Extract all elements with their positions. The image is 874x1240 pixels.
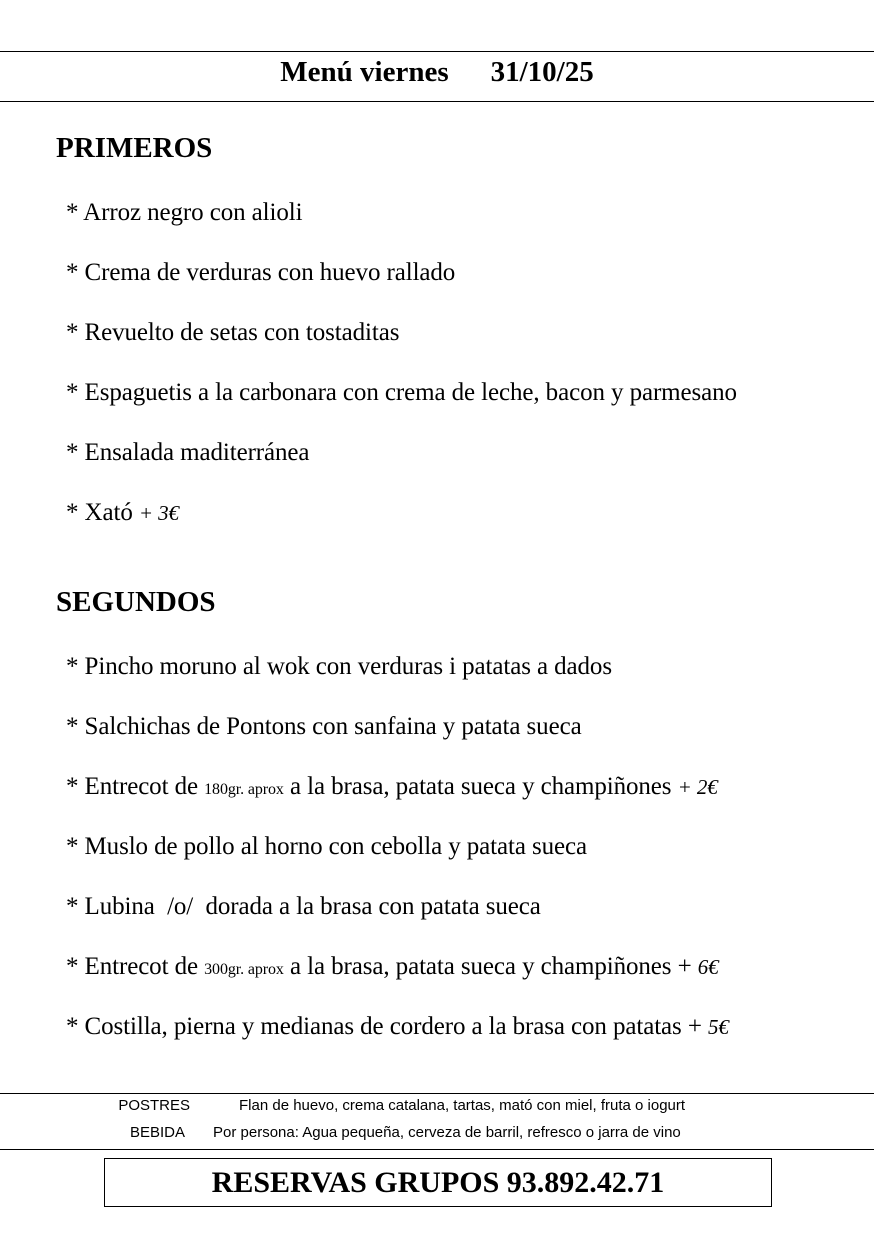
item-weight: 180gr. aprox xyxy=(204,781,284,798)
segundos-heading: SEGUNDOS xyxy=(56,586,216,618)
menu-item: * Muslo de pollo al horno con cebolla y patata sueca xyxy=(66,833,588,860)
item-price: 6€ xyxy=(697,955,719,979)
menu-item: * Arroz negro con alioli xyxy=(66,199,303,226)
item-text: * Costilla, pierna y medianas de cordero a la brasa con patatas + xyxy=(66,1013,702,1040)
title-text: Menú viernes xyxy=(280,56,449,88)
item-price: + 2€ xyxy=(677,775,718,799)
menu-item: * Pincho moruno al wok con verduras i patatas a dados xyxy=(66,653,612,680)
item-price: + 3€ xyxy=(138,501,179,525)
menu-item: * Ensalada maditerránea xyxy=(66,439,310,466)
menu-date: 31/10/25 xyxy=(490,56,594,88)
item-weight: 300gr. aprox xyxy=(204,961,284,978)
menu-item: * Lubina /o/ dorada a la brasa con patata sueca xyxy=(66,893,541,920)
item-text: * Entrecot de xyxy=(66,773,198,800)
title-divider xyxy=(0,101,874,102)
bebida-text: Por persona: Agua pequeña, cerveza de barril, refresco o jarra de vino xyxy=(213,1124,681,1141)
menu-item: * Revuelto de setas con tostaditas xyxy=(66,319,400,346)
menu-item xyxy=(66,953,719,981)
menu-item: * Salchichas de Pontons con sanfaina y patata sueca xyxy=(66,713,582,740)
bebida-label: BEBIDA xyxy=(129,1124,185,1141)
footer-divider-top xyxy=(0,1093,874,1094)
item-text: * Entrecot de xyxy=(66,953,198,980)
menu-item xyxy=(66,1013,729,1041)
item-text-rest: a la brasa, patata sueca y champiñones + xyxy=(289,953,692,980)
reservas-banner: RESERVAS GRUPOS 93.892.42.71 xyxy=(104,1158,772,1207)
item-text-rest: a la brasa, patata sueca y champiñones xyxy=(289,773,672,800)
menu-item: * Espaguetis a la carbonara con crema de leche, bacon y parmesano xyxy=(66,379,737,406)
postres-text: Flan de huevo, crema catalana, tartas, mató con miel, fruta o iogurt xyxy=(239,1097,686,1114)
item-text: * Xató xyxy=(66,499,133,526)
top-divider xyxy=(0,51,874,52)
menu-item xyxy=(66,773,718,801)
menu-item: * Crema de verduras con huevo rallado xyxy=(66,259,456,286)
primeros-heading: PRIMEROS xyxy=(56,132,213,164)
item-price: 5€ xyxy=(708,1015,729,1039)
postres-label: POSTRES xyxy=(118,1097,190,1114)
page-title xyxy=(0,56,874,89)
footer-divider-bottom xyxy=(0,1149,874,1150)
menu-item xyxy=(66,499,179,527)
